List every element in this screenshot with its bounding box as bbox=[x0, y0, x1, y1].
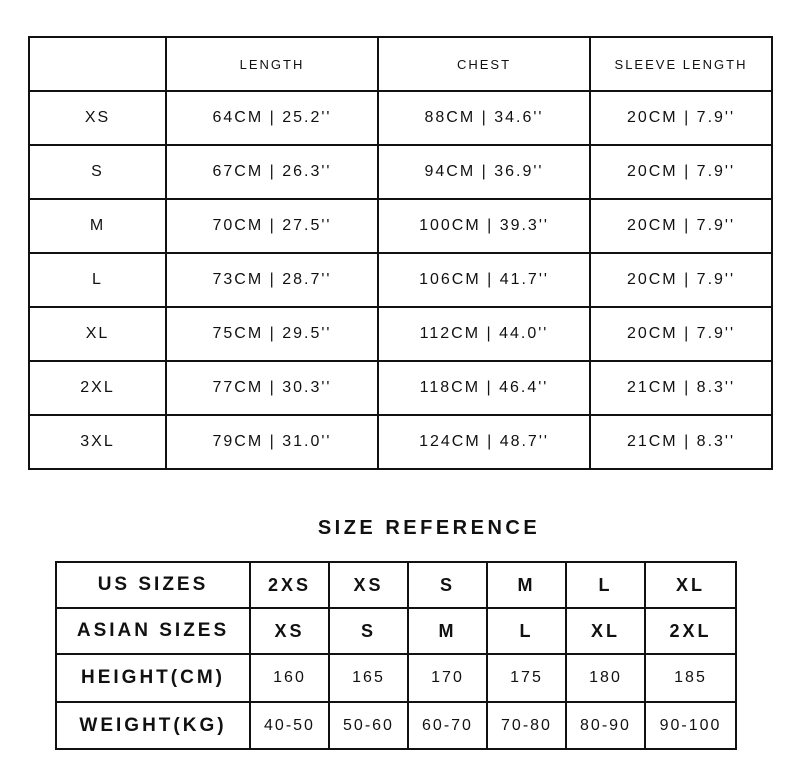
size-cell: M bbox=[487, 562, 566, 608]
chest-value: 94CM | 36.9'' bbox=[378, 145, 590, 199]
length-value: 77CM | 30.3'' bbox=[166, 361, 378, 415]
size-label: S bbox=[29, 145, 166, 199]
size-row-xl bbox=[29, 307, 772, 361]
asian-sizes-row bbox=[56, 608, 736, 654]
sleeve-value: 21CM | 8.3'' bbox=[590, 415, 772, 469]
size-cell: XS bbox=[329, 562, 408, 608]
sleeve-value: 21CM | 8.3'' bbox=[590, 361, 772, 415]
size-label: 2XL bbox=[29, 361, 166, 415]
size-label: L bbox=[29, 253, 166, 307]
size-label: M bbox=[29, 199, 166, 253]
sleeve-value: 20CM | 7.9'' bbox=[590, 91, 772, 145]
length-value: 67CM | 26.3'' bbox=[166, 145, 378, 199]
weight-cell: 60-70 bbox=[408, 702, 487, 749]
weight-cell: 90-100 bbox=[645, 702, 736, 749]
size-reference-table bbox=[55, 561, 737, 750]
weight-cell: 80-90 bbox=[566, 702, 645, 749]
size-label: XS bbox=[29, 91, 166, 145]
sleeve-value: 20CM | 7.9'' bbox=[590, 199, 772, 253]
size-cell: L bbox=[566, 562, 645, 608]
height-cell: 165 bbox=[329, 654, 408, 702]
row-label: US SIZES bbox=[56, 562, 250, 608]
chest-value: 124CM | 48.7'' bbox=[378, 415, 590, 469]
size-row-m bbox=[29, 199, 772, 253]
header-chest: CHEST bbox=[378, 37, 590, 91]
chest-value: 112CM | 44.0'' bbox=[378, 307, 590, 361]
size-row-xs bbox=[29, 91, 772, 145]
header-length: LENGTH bbox=[166, 37, 378, 91]
sleeve-value: 20CM | 7.9'' bbox=[590, 307, 772, 361]
size-cell: 2XL bbox=[645, 608, 736, 654]
size-cell: XL bbox=[645, 562, 736, 608]
size-reference-title: SIZE REFERENCE bbox=[317, 517, 541, 539]
length-value: 79CM | 31.0'' bbox=[166, 415, 378, 469]
size-cell: M bbox=[408, 608, 487, 654]
size-chart-header-row bbox=[29, 37, 772, 91]
length-value: 64CM | 25.2'' bbox=[166, 91, 378, 145]
sleeve-value: 20CM | 7.9'' bbox=[590, 253, 772, 307]
size-cell: S bbox=[408, 562, 487, 608]
height-cell: 185 bbox=[645, 654, 736, 702]
weight-cell: 70-80 bbox=[487, 702, 566, 749]
size-row-s bbox=[29, 145, 772, 199]
size-label: 3XL bbox=[29, 415, 166, 469]
header-sleeve-length: SLEEVE LENGTH bbox=[590, 37, 772, 91]
weight-row bbox=[56, 702, 736, 749]
size-cell: 2XS bbox=[250, 562, 329, 608]
size-cell: XL bbox=[566, 608, 645, 654]
size-cell: L bbox=[487, 608, 566, 654]
height-cell: 180 bbox=[566, 654, 645, 702]
size-row-3xl bbox=[29, 415, 772, 469]
height-row bbox=[56, 654, 736, 702]
chest-value: 88CM | 34.6'' bbox=[378, 91, 590, 145]
header-corner bbox=[29, 37, 166, 91]
sleeve-value: 20CM | 7.9'' bbox=[590, 145, 772, 199]
row-label: ASIAN SIZES bbox=[56, 608, 250, 654]
chest-value: 100CM | 39.3'' bbox=[378, 199, 590, 253]
size-row-l bbox=[29, 253, 772, 307]
size-cell: XS bbox=[250, 608, 329, 654]
size-label: XL bbox=[29, 307, 166, 361]
chest-value: 118CM | 46.4'' bbox=[378, 361, 590, 415]
us-sizes-row bbox=[56, 562, 736, 608]
size-chart-table bbox=[28, 36, 773, 470]
length-value: 75CM | 29.5'' bbox=[166, 307, 378, 361]
length-value: 70CM | 27.5'' bbox=[166, 199, 378, 253]
weight-cell: 50-60 bbox=[329, 702, 408, 749]
chest-value: 106CM | 41.7'' bbox=[378, 253, 590, 307]
size-row-2xl bbox=[29, 361, 772, 415]
row-label: HEIGHT(CM) bbox=[56, 654, 250, 702]
height-cell: 160 bbox=[250, 654, 329, 702]
size-cell: S bbox=[329, 608, 408, 654]
height-cell: 170 bbox=[408, 654, 487, 702]
length-value: 73CM | 28.7'' bbox=[166, 253, 378, 307]
height-cell: 175 bbox=[487, 654, 566, 702]
weight-cell: 40-50 bbox=[250, 702, 329, 749]
row-label: WEIGHT(KG) bbox=[56, 702, 250, 749]
